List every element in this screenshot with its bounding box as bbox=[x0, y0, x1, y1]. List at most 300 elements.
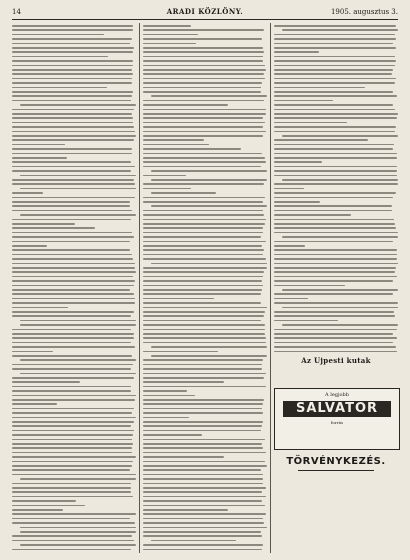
text-line bbox=[143, 403, 263, 405]
text-line bbox=[274, 95, 397, 97]
text-line bbox=[12, 249, 130, 251]
text-line bbox=[274, 197, 393, 199]
text-column-2 bbox=[143, 23, 267, 553]
text-line bbox=[274, 254, 397, 256]
text-line bbox=[274, 188, 304, 190]
text-line bbox=[274, 329, 397, 331]
text-line bbox=[274, 249, 397, 251]
text-line bbox=[143, 381, 224, 383]
text-line bbox=[12, 43, 130, 45]
text-line bbox=[12, 298, 135, 300]
text-line bbox=[12, 117, 133, 119]
text-line bbox=[274, 183, 398, 185]
text-line bbox=[143, 359, 263, 361]
text-line bbox=[274, 315, 395, 317]
text-line bbox=[274, 65, 395, 67]
text-line bbox=[274, 73, 392, 75]
salvator-ad bbox=[274, 388, 400, 450]
text-line bbox=[143, 25, 191, 27]
text-line bbox=[12, 179, 134, 181]
text-line bbox=[12, 69, 132, 71]
text-line bbox=[282, 324, 398, 326]
text-line bbox=[12, 364, 133, 366]
text-line bbox=[143, 126, 263, 128]
text-line bbox=[274, 201, 320, 203]
text-line bbox=[12, 65, 133, 67]
text-line bbox=[143, 65, 265, 67]
column-divider bbox=[270, 23, 271, 553]
text-line bbox=[274, 25, 396, 27]
text-line bbox=[274, 122, 347, 124]
text-line bbox=[143, 219, 266, 221]
text-line bbox=[143, 412, 263, 414]
text-line bbox=[143, 513, 266, 515]
text-line bbox=[274, 311, 394, 313]
text-line bbox=[20, 531, 136, 533]
text-line bbox=[143, 307, 267, 309]
text-line bbox=[12, 289, 130, 291]
text-line bbox=[12, 38, 132, 40]
text-line bbox=[12, 280, 135, 282]
text-line bbox=[282, 135, 398, 137]
text-line bbox=[143, 210, 263, 212]
text-line bbox=[143, 522, 264, 524]
text-line bbox=[143, 232, 263, 234]
text-line bbox=[20, 175, 136, 177]
text-line bbox=[12, 500, 76, 502]
text-line bbox=[143, 298, 214, 300]
text-line bbox=[143, 100, 264, 102]
text-line bbox=[282, 307, 398, 309]
text-line bbox=[143, 131, 266, 133]
text-line bbox=[12, 241, 130, 243]
text-line bbox=[143, 395, 195, 397]
text-line bbox=[12, 126, 134, 128]
text-line bbox=[12, 100, 131, 102]
text-line bbox=[12, 113, 132, 115]
text-line bbox=[274, 258, 397, 260]
text-line bbox=[143, 34, 198, 36]
text-line bbox=[274, 346, 396, 348]
text-line bbox=[143, 148, 241, 150]
text-line bbox=[12, 210, 132, 212]
text-line bbox=[12, 549, 131, 551]
text-line bbox=[12, 491, 131, 493]
header-rule bbox=[12, 19, 398, 20]
text-line bbox=[12, 474, 136, 476]
text-line bbox=[274, 267, 396, 269]
section-rule bbox=[298, 470, 374, 471]
text-line bbox=[143, 166, 261, 168]
text-line bbox=[12, 122, 133, 124]
text-line bbox=[12, 87, 107, 89]
text-line bbox=[12, 232, 132, 234]
text-line bbox=[12, 197, 135, 199]
text-line bbox=[20, 373, 136, 375]
text-line bbox=[20, 320, 136, 322]
text-line bbox=[143, 505, 265, 507]
text-line bbox=[143, 456, 224, 458]
text-line bbox=[274, 166, 397, 168]
text-line bbox=[12, 395, 136, 397]
text-line bbox=[12, 166, 135, 168]
text-line bbox=[12, 469, 130, 471]
text-line bbox=[143, 315, 264, 317]
text-line bbox=[143, 417, 189, 419]
text-line bbox=[12, 144, 65, 146]
text-line bbox=[12, 403, 57, 405]
text-line bbox=[151, 179, 267, 181]
text-line bbox=[274, 280, 393, 282]
text-line bbox=[12, 267, 135, 269]
text-line bbox=[12, 390, 131, 392]
text-line bbox=[12, 487, 131, 489]
text-line bbox=[274, 56, 395, 58]
text-line bbox=[143, 483, 263, 485]
text-line bbox=[282, 179, 398, 181]
text-line bbox=[143, 474, 263, 476]
text-line bbox=[143, 293, 261, 295]
text-line bbox=[143, 447, 263, 449]
text-line bbox=[12, 412, 132, 414]
text-line bbox=[12, 29, 133, 31]
text-line bbox=[143, 104, 228, 106]
salvator-sub-text: forrás bbox=[330, 420, 344, 425]
text-line bbox=[143, 544, 263, 546]
text-line bbox=[12, 205, 130, 207]
newspaper-title: ARADI KÖZLÖNY. bbox=[166, 7, 244, 16]
text-line bbox=[143, 324, 265, 326]
text-line bbox=[143, 51, 264, 53]
text-line bbox=[274, 263, 398, 265]
text-line bbox=[12, 183, 135, 185]
text-line bbox=[12, 456, 136, 458]
text-line bbox=[12, 131, 135, 133]
text-line bbox=[12, 355, 132, 357]
text-line bbox=[274, 148, 393, 150]
text-line bbox=[274, 109, 395, 111]
text-line bbox=[143, 421, 263, 423]
text-line bbox=[143, 78, 265, 80]
text-line bbox=[274, 78, 396, 80]
text-line bbox=[12, 311, 134, 313]
text-line bbox=[143, 496, 266, 498]
text-line bbox=[12, 109, 134, 111]
text-line bbox=[143, 368, 262, 370]
text-line bbox=[151, 540, 236, 542]
text-line bbox=[12, 25, 133, 27]
text-line bbox=[274, 144, 394, 146]
text-line bbox=[274, 293, 393, 295]
text-line bbox=[143, 320, 261, 322]
text-line bbox=[274, 117, 397, 119]
text-line bbox=[12, 82, 132, 84]
text-line bbox=[143, 342, 266, 344]
text-line bbox=[282, 29, 398, 31]
text-line bbox=[274, 245, 305, 247]
text-line bbox=[12, 417, 136, 419]
text-line bbox=[12, 337, 134, 339]
text-line bbox=[12, 540, 134, 542]
issue-date: 1905. augusztus 3. bbox=[330, 8, 398, 16]
text-line bbox=[12, 434, 133, 436]
text-line bbox=[274, 192, 396, 194]
text-line bbox=[12, 513, 136, 515]
text-line bbox=[143, 535, 262, 537]
text-line bbox=[12, 254, 132, 256]
text-line bbox=[143, 302, 261, 304]
text-line bbox=[12, 496, 133, 498]
text-line bbox=[12, 483, 131, 485]
text-line bbox=[12, 509, 63, 511]
salvator-top-text: A legjobb bbox=[325, 392, 349, 398]
text-line bbox=[143, 109, 266, 111]
text-line bbox=[143, 487, 266, 489]
text-line bbox=[274, 333, 393, 335]
text-line bbox=[274, 276, 397, 278]
text-line bbox=[12, 342, 131, 344]
text-line bbox=[143, 69, 266, 71]
text-line bbox=[143, 135, 263, 137]
text-line bbox=[143, 408, 262, 410]
text-line bbox=[143, 333, 265, 335]
text-line bbox=[143, 122, 265, 124]
text-line bbox=[274, 82, 395, 84]
text-line bbox=[12, 91, 133, 93]
text-line bbox=[274, 320, 338, 322]
text-line bbox=[143, 29, 264, 31]
text-line bbox=[12, 535, 132, 537]
text-line bbox=[143, 390, 187, 392]
text-line bbox=[143, 491, 262, 493]
text-line bbox=[151, 192, 216, 194]
text-line bbox=[274, 210, 392, 212]
text-line bbox=[143, 241, 266, 243]
text-line bbox=[143, 351, 218, 353]
text-line bbox=[12, 518, 130, 520]
text-line bbox=[143, 549, 262, 551]
text-line bbox=[143, 434, 202, 436]
text-line bbox=[12, 157, 67, 159]
text-line bbox=[12, 447, 132, 449]
text-line bbox=[12, 452, 132, 454]
text-line bbox=[143, 465, 267, 467]
text-line bbox=[274, 87, 365, 89]
text-line bbox=[143, 183, 264, 185]
text-line bbox=[12, 333, 134, 335]
text-line bbox=[12, 78, 132, 80]
text-line bbox=[12, 148, 132, 150]
text-line bbox=[20, 214, 136, 216]
text-line bbox=[143, 38, 262, 40]
text-line bbox=[143, 258, 266, 260]
text-line bbox=[274, 351, 397, 353]
text-line bbox=[143, 280, 262, 282]
text-line bbox=[12, 60, 133, 62]
text-line bbox=[143, 289, 262, 291]
text-line bbox=[274, 51, 319, 53]
text-line bbox=[143, 236, 261, 238]
text-line bbox=[12, 329, 131, 331]
text-line bbox=[274, 161, 322, 163]
text-line bbox=[12, 263, 135, 265]
text-line bbox=[12, 302, 135, 304]
text-line bbox=[143, 139, 204, 141]
text-line bbox=[143, 373, 266, 375]
text-line bbox=[12, 430, 134, 432]
text-line bbox=[12, 258, 133, 260]
text-line bbox=[143, 469, 261, 471]
text-line bbox=[151, 95, 267, 97]
text-line bbox=[12, 443, 133, 445]
text-line bbox=[143, 245, 262, 247]
text-line bbox=[12, 461, 133, 463]
text-line bbox=[274, 91, 393, 93]
text-line bbox=[143, 227, 263, 229]
text-line bbox=[143, 56, 263, 58]
text-line bbox=[143, 249, 264, 251]
text-line bbox=[274, 214, 351, 216]
text-line bbox=[151, 205, 267, 207]
text-line bbox=[143, 197, 265, 199]
text-line bbox=[143, 201, 263, 203]
text-line bbox=[12, 425, 131, 427]
text-line bbox=[12, 439, 132, 441]
text-line bbox=[274, 302, 398, 304]
text-line bbox=[274, 227, 396, 229]
text-line bbox=[12, 34, 104, 36]
text-line bbox=[12, 135, 136, 137]
text-line bbox=[274, 153, 397, 155]
text-line bbox=[12, 170, 131, 172]
text-line bbox=[274, 104, 393, 106]
text-line bbox=[151, 346, 267, 348]
text-line bbox=[143, 285, 263, 287]
text-line bbox=[12, 285, 134, 287]
text-line bbox=[143, 161, 266, 163]
text-line bbox=[274, 157, 397, 159]
text-line bbox=[274, 139, 368, 141]
text-line bbox=[274, 298, 308, 300]
text-line bbox=[282, 236, 398, 238]
text-line bbox=[143, 117, 263, 119]
text-line bbox=[151, 355, 267, 357]
text-line bbox=[274, 232, 398, 234]
text-line bbox=[12, 161, 131, 163]
text-line bbox=[143, 364, 262, 366]
text-line bbox=[143, 452, 266, 454]
text-line bbox=[143, 500, 262, 502]
text-line bbox=[12, 465, 132, 467]
text-line bbox=[274, 170, 397, 172]
text-line bbox=[143, 377, 264, 379]
text-line bbox=[274, 113, 398, 115]
section-heading-torvenykezes: TÖRVÉNYKEZÉS. bbox=[286, 456, 386, 467]
text-line bbox=[143, 527, 267, 529]
text-line bbox=[12, 377, 134, 379]
text-line bbox=[274, 342, 393, 344]
text-line bbox=[274, 47, 396, 49]
text-line bbox=[12, 56, 108, 58]
text-line bbox=[143, 214, 264, 216]
text-line bbox=[143, 271, 264, 273]
text-line bbox=[143, 329, 265, 331]
text-line bbox=[143, 276, 263, 278]
text-line bbox=[12, 522, 135, 524]
text-line bbox=[12, 346, 135, 348]
text-line bbox=[12, 153, 132, 155]
text-line bbox=[274, 43, 393, 45]
text-line bbox=[151, 263, 267, 265]
text-line bbox=[12, 293, 134, 295]
text-line bbox=[143, 82, 262, 84]
text-line bbox=[143, 461, 265, 463]
text-line bbox=[12, 139, 134, 141]
text-line bbox=[12, 73, 133, 75]
text-line bbox=[143, 43, 196, 45]
text-line bbox=[12, 505, 85, 507]
text-line bbox=[12, 51, 133, 53]
text-line bbox=[143, 153, 262, 155]
text-line bbox=[143, 73, 264, 75]
page-header bbox=[12, 6, 398, 18]
text-line bbox=[143, 113, 266, 115]
text-line bbox=[143, 386, 266, 388]
text-line bbox=[274, 126, 396, 128]
text-line bbox=[143, 509, 228, 511]
text-line bbox=[12, 399, 135, 401]
ad-budapest bbox=[274, 356, 398, 365]
text-line bbox=[274, 271, 395, 273]
text-line bbox=[151, 170, 267, 172]
text-line bbox=[274, 60, 396, 62]
text-line bbox=[274, 38, 396, 40]
text-line bbox=[20, 478, 136, 480]
text-line bbox=[12, 307, 68, 309]
text-line bbox=[143, 399, 264, 401]
text-line bbox=[143, 531, 261, 533]
text-line bbox=[12, 227, 95, 229]
text-line bbox=[143, 157, 265, 159]
text-line bbox=[143, 478, 263, 480]
text-line bbox=[274, 175, 397, 177]
text-line bbox=[143, 91, 261, 93]
text-line bbox=[20, 324, 136, 326]
text-line bbox=[274, 205, 392, 207]
text-column-1 bbox=[12, 23, 136, 553]
text-line bbox=[143, 337, 266, 339]
text-line bbox=[143, 60, 263, 62]
text-line bbox=[12, 408, 134, 410]
text-line bbox=[12, 386, 131, 388]
salvator-brand: SALVATOR bbox=[283, 401, 391, 417]
text-line bbox=[282, 289, 398, 291]
text-line bbox=[143, 267, 267, 269]
text-line bbox=[12, 219, 131, 221]
text-line bbox=[143, 175, 186, 177]
text-line bbox=[12, 245, 47, 247]
text-line bbox=[12, 192, 43, 194]
text-line bbox=[12, 95, 132, 97]
text-line bbox=[12, 271, 136, 273]
text-line bbox=[274, 223, 395, 225]
text-line bbox=[143, 518, 263, 520]
text-line bbox=[274, 131, 395, 133]
text-line bbox=[143, 443, 262, 445]
text-line bbox=[143, 311, 265, 313]
text-line bbox=[12, 223, 75, 225]
text-line bbox=[20, 188, 136, 190]
